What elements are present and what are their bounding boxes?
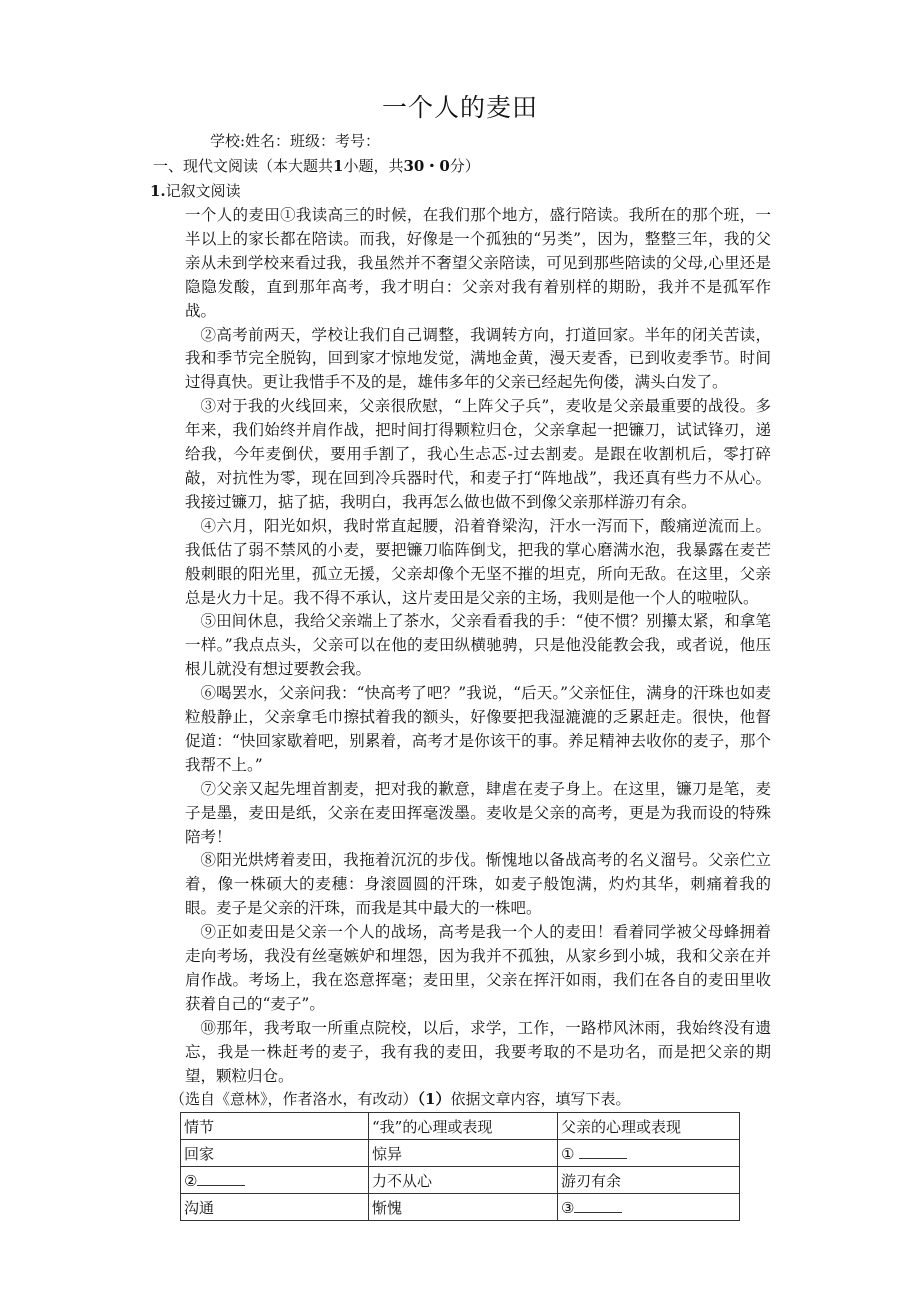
table-cell: 游刃有余 (558, 1167, 740, 1194)
paragraph: 一个人的麦田①我读高三的时候，在我们那个地方，盛行陪读。我所在的那个班，一半以上的家长都在陪读。而我，好像是一个孤独的“另类”，因为，整整三年，我的父亲从未到学校来看过我，我虽然并不奢望父亲陪读，可见到那些陪读的父母,心里还是隐隐发酸，直到那年高考，我才明白：父亲对我有着别样的期盼，我并不是孤军作战。 (185, 206, 771, 320)
table-header-cell: 父亲的心理或表现 (558, 1113, 740, 1140)
subquestion-instruction: 依据文章内容，填写下表。 (450, 1090, 631, 1108)
answer-blank-cell[interactable] (558, 1140, 740, 1167)
question-number: 1. (150, 182, 166, 200)
subquestion-number: （1） (417, 1090, 451, 1108)
paragraph: ⑦父亲又起先埋首割麦，把对我的歉意，肆虐在麦子身上。在这里，镰刀是笔，麦子是墨，麦田是纸，父亲在麦田挥毫泼墨。麦收是父亲的高考，更是为我而设的特殊陪考！ (185, 779, 771, 846)
question-label: 记叙文阅读 (165, 182, 241, 200)
table-cell: 惊异 (369, 1140, 558, 1167)
blank-marker: ① (561, 1144, 575, 1163)
answer-blank[interactable] (197, 1171, 245, 1186)
paragraph: ⑨正如麦田是父亲一个人的战场，高考是我一个人的麦田！看着同学被父母蜂拥着走向考场，我没有丝毫嫉妒和埋怨，因为我并不孤独，从家乡到小城，我和父亲在并肩作战。考场上，我在恣意挥毫；麦田里，父亲在挥汗如雨，我们在各自的麦田里收获着自己的“麦子”。 (185, 923, 771, 1013)
section-suffix: 分） (449, 157, 480, 175)
table-row (181, 1140, 740, 1167)
source-line (170, 1088, 630, 1109)
table-cell: 力不从心 (369, 1167, 558, 1194)
paragraph: ⑧阳光烘烤着麦田，我拖着沉沉的步伐。惭愧地以备战高考的名义溜号。父亲伫立着，像一株硕大的麦穗：身滚圆圆的汗珠，如麦子般饱满，灼灼其华，刺痛着我的眼。麦子是父亲的汗珠，而我是其中最大的一株吧。 (185, 851, 771, 918)
answer-blank[interactable] (574, 1198, 622, 1213)
blank-marker: ② (184, 1171, 198, 1190)
student-info: 学校:姓名：班级：考号： (210, 132, 381, 150)
source-citation: （选自《意林》，作者洛水，有改动） (170, 1090, 418, 1108)
article-body (185, 204, 771, 1089)
section-score: 30・0 (403, 157, 450, 175)
question-heading (150, 180, 241, 201)
table-row (181, 1194, 740, 1221)
paragraph: ②高考前两天，学校让我们自己调整，我调转方向，打道回家。半年的闭关苦读，我和季节完全脱钩，回到家才惊地发觉，满地金黄，漫天麦香，已到收麦季节。时间过得真快。更让我惜手不及的是，雄伟多年的父亲已经起先佝偻，满头白发了。 (185, 325, 771, 392)
paragraph: ⑥喝罢水，父亲问我：“快高考了吧？”我说，“后天。”父亲怔住，满身的汗珠也如麦粒般静止，父亲拿毛巾擦拭着我的额头，好像要把我湿漉漉的乏累赶走。很快，他督促道：“快回家歇着吧，别累着，高考才是你该干的事。养足精神去收你的麦子，那个我帮不上。” (185, 684, 771, 774)
answer-table (180, 1112, 740, 1221)
table-header-cell: “我”的心理或表现 (369, 1113, 558, 1140)
table-row (181, 1167, 740, 1194)
paragraph: ④六月，阳光如炽，我时常直起腰，沿着脊梁沟，汗水一泻而下，酸痛逆流而上。我低估了弱不禁风的小麦，要把镰刀临阵倒戈，把我的掌心磨满水泡，我暴露在麦芒般刺眼的阳光里，孤立无援，父亲却像个无坚不摧的坦克，所向无敌。在这里，父亲总是火力十足。我不得不承认，这片麦田是父亲的主场，我则是他一个人的啦啦队。 (185, 516, 771, 607)
paragraph: ⑩那年，我考取一所重点院校，以后，求学，工作，一路栉风沐雨，我始终没有遗忘，我是一株赶考的麦子，我有我的麦田，我要考取的不是功名，而是把父亲的期望，颗粒归仓。 (185, 1018, 771, 1085)
section-heading (153, 155, 480, 176)
answer-blank-cell[interactable] (181, 1167, 369, 1194)
section-count: 1 (333, 157, 344, 175)
answer-blank-cell[interactable] (558, 1194, 740, 1221)
paragraph: ③对于我的火线回来，父亲很欣慰，“上阵父子兵”，麦收是父亲最重要的战役。多年来，我们始终并肩作战，把时间打得颗粒归仓，父亲拿起一把镰刀，试试锋刃，递给我，今年麦倒伏，要用手割了，我心生忐忑-过去割麦。是跟在收割机后，零打碎敲，对抗性为零，现在回到冷兵器时代，和麦子打“阵地战”，我还真有些力不从心。我接过镰刀，掂了掂，我明白，我再怎么做也做不到像父亲那样游刃有余。 (185, 397, 771, 511)
blank-marker: ③ (561, 1198, 575, 1217)
table-cell: 沟通 (181, 1194, 369, 1221)
section-prefix: 一、现代文阅读（本大题共 (153, 157, 334, 175)
page-title: 一个人的麦田 (381, 93, 538, 122)
section-middle: 小题，共 (343, 157, 404, 175)
table-cell: 回家 (181, 1140, 369, 1167)
table-header-row (181, 1113, 740, 1140)
table-cell: 惭愧 (369, 1194, 558, 1221)
table-header-cell: 情节 (181, 1113, 369, 1140)
answer-blank[interactable] (579, 1144, 627, 1159)
paragraph: ⑤田间休息，我给父亲端上了茶水，父亲看看我的手：“使不惯？别攥太紧，和拿笔一样。”我点点头，父亲可以在他的麦田纵横驰骋，只是他没能教会我，或者说，他压根儿就没有想过要教会我。 (185, 612, 771, 679)
